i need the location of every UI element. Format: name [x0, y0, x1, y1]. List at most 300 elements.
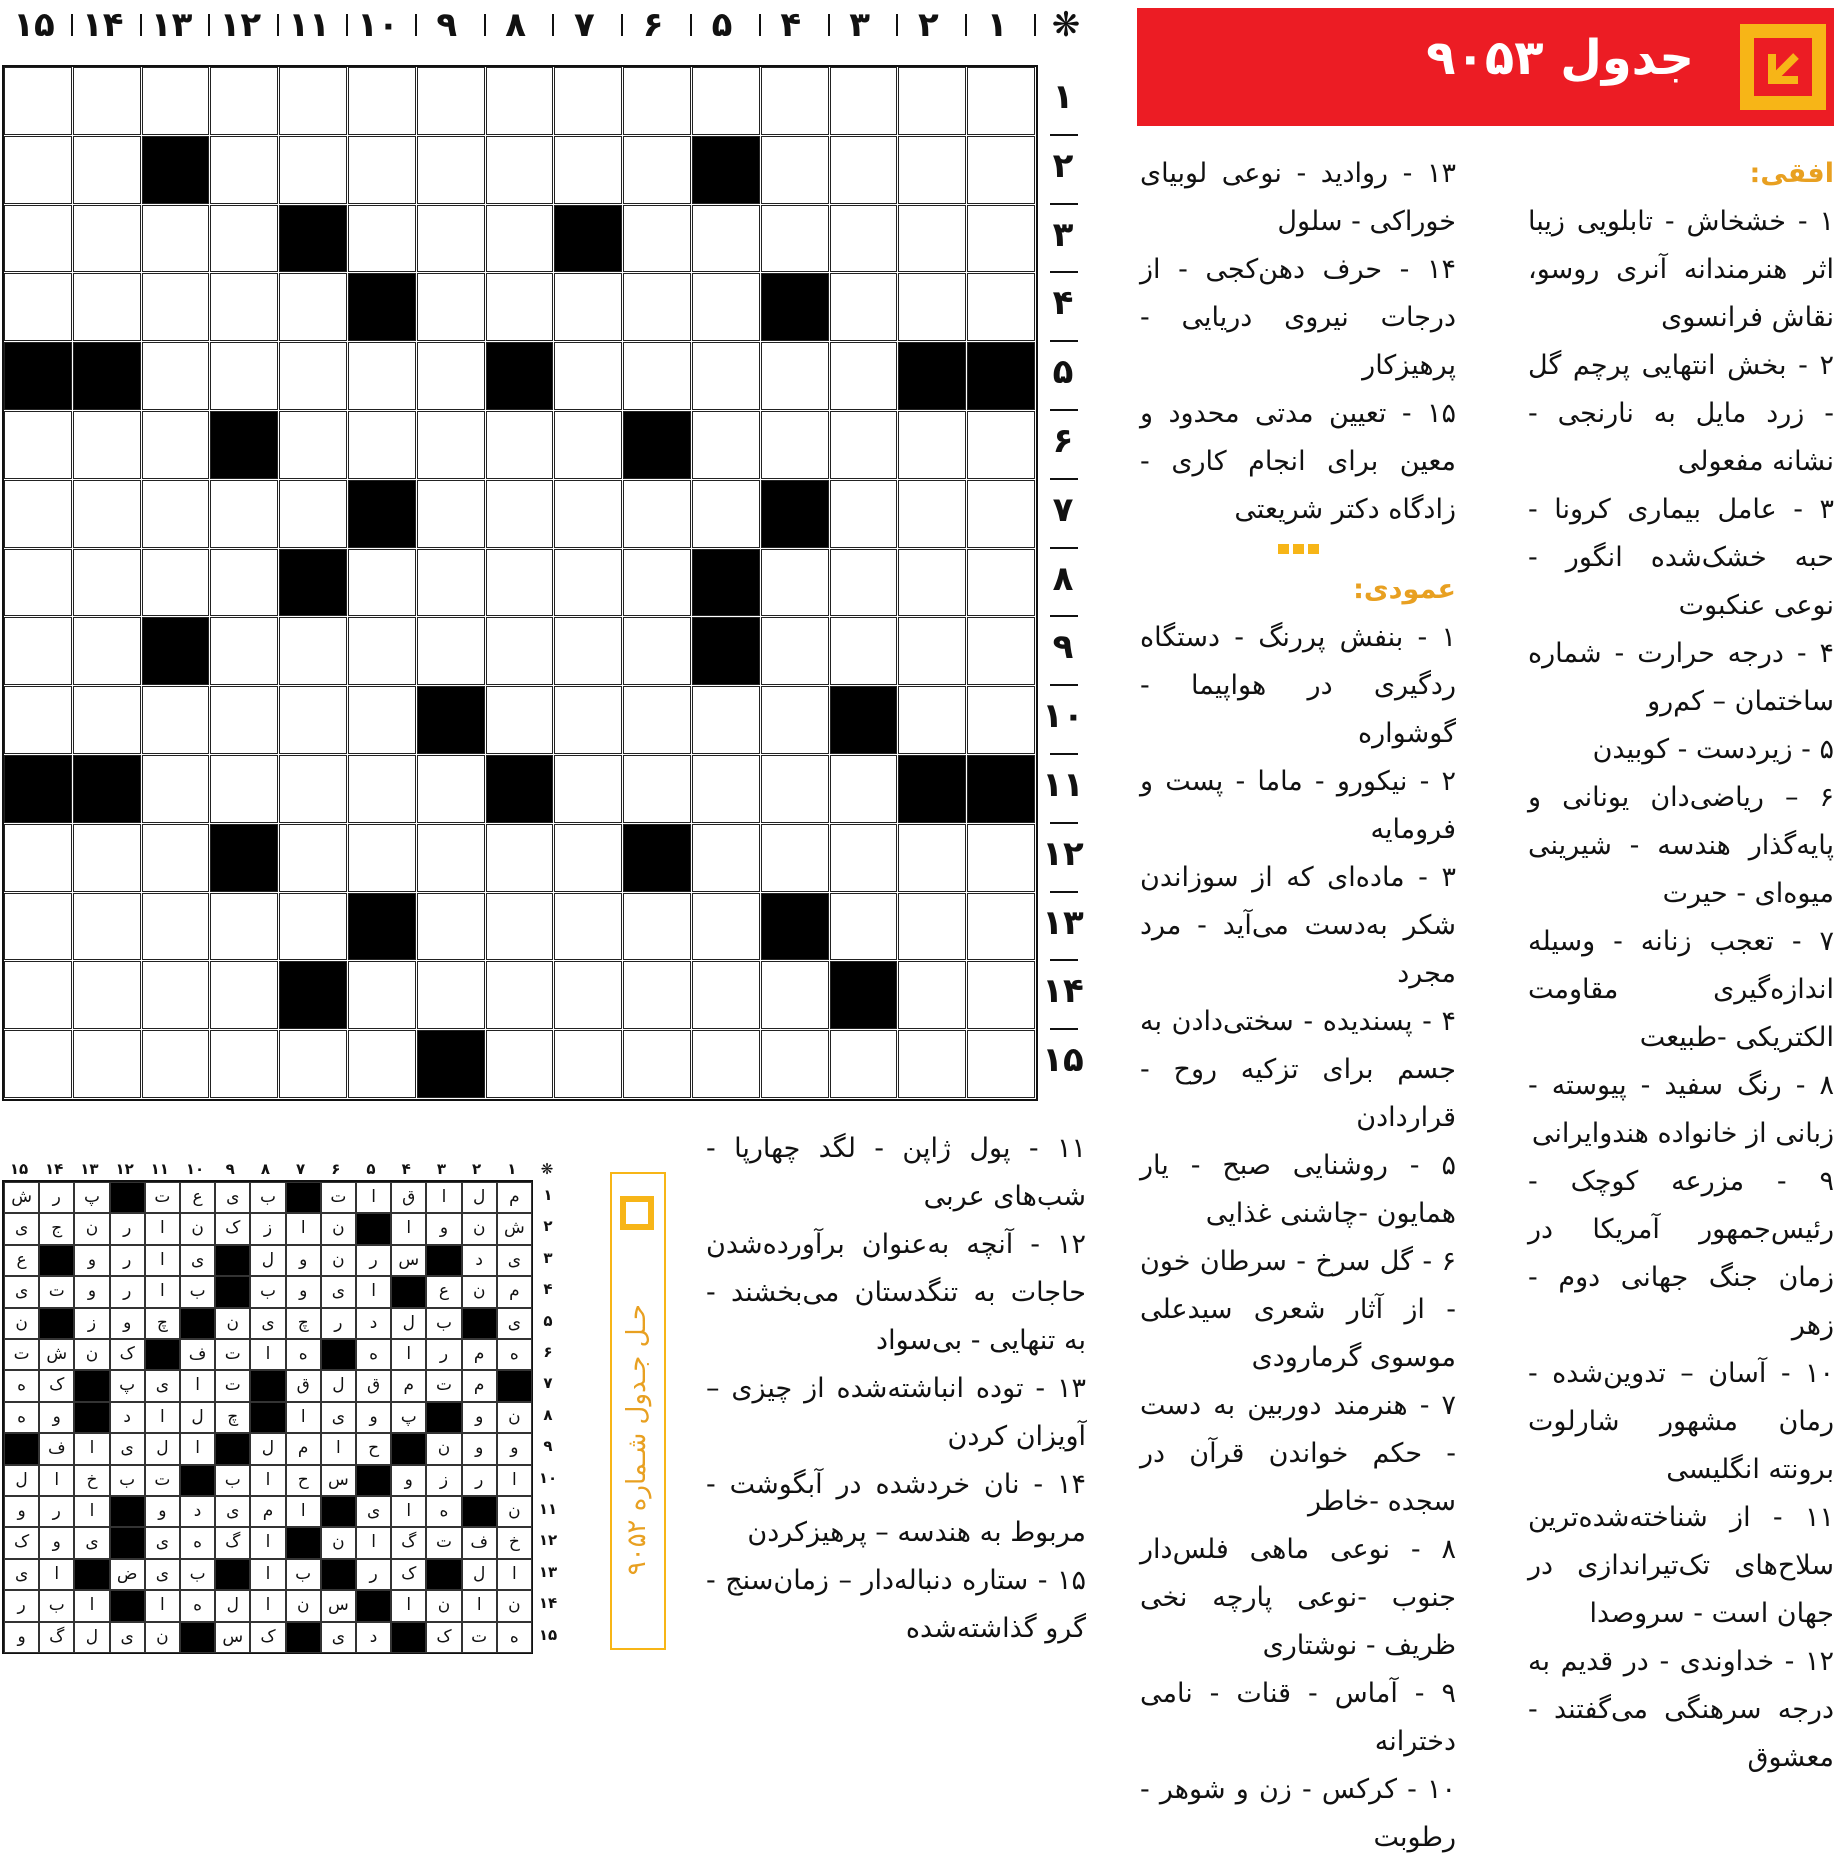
grid-cell[interactable] — [830, 755, 898, 823]
grid-cell[interactable] — [417, 549, 485, 617]
solution-cell: ی — [74, 1527, 109, 1558]
solution-cell: ر — [426, 1339, 461, 1370]
solution-cell: ک — [110, 1339, 145, 1370]
grid-cell[interactable] — [623, 617, 691, 685]
grid-cell[interactable] — [898, 136, 966, 204]
horizontal-clues-column-right — [1528, 150, 1834, 1782]
grid-cell[interactable] — [692, 67, 760, 135]
grid-cell[interactable] — [73, 136, 141, 204]
column-divider — [415, 14, 417, 36]
solution-cell: ا — [426, 1182, 461, 1213]
grid-cell[interactable] — [554, 273, 622, 341]
grid-cell[interactable] — [486, 893, 554, 961]
solution-cell: ل — [215, 1590, 250, 1621]
grid-cell[interactable] — [210, 136, 278, 204]
grid-cell[interactable] — [279, 480, 347, 548]
solution-cell: ی — [4, 1559, 39, 1590]
grid-cell[interactable] — [554, 136, 622, 204]
grid-cell[interactable] — [4, 205, 72, 273]
grid-cell[interactable] — [417, 961, 485, 1029]
solution-cell: م — [286, 1433, 321, 1464]
grid-cell[interactable] — [761, 205, 829, 273]
grid-cell[interactable] — [554, 893, 622, 961]
grid-cell[interactable] — [967, 136, 1035, 204]
grid-cell[interactable] — [73, 686, 141, 754]
grid-cell[interactable] — [73, 617, 141, 685]
grid-cell[interactable] — [486, 67, 554, 135]
black-cell — [830, 961, 898, 1029]
solution-cell: ر — [39, 1182, 74, 1213]
solution-cell: ا — [286, 1402, 321, 1433]
grid-cell[interactable] — [830, 411, 898, 479]
grid-cell[interactable] — [73, 549, 141, 617]
solution-cell: ت — [145, 1182, 180, 1213]
solution-cell: ر — [110, 1276, 145, 1307]
grid-cell[interactable] — [898, 1030, 966, 1098]
solution-cell: و — [462, 1433, 497, 1464]
solution-cell: ا — [145, 1590, 180, 1621]
grid-cell[interactable] — [142, 411, 210, 479]
grid-cell[interactable] — [692, 755, 760, 823]
solution-row-number: ۱ — [543, 1186, 553, 1204]
row-divider — [1050, 409, 1078, 411]
grid-cell[interactable] — [279, 67, 347, 135]
grid-cell[interactable] — [898, 824, 966, 892]
grid-cell[interactable] — [692, 480, 760, 548]
solution-label-box — [610, 1172, 666, 1650]
solution-cell: ب — [180, 1276, 215, 1307]
grid-cell[interactable] — [554, 824, 622, 892]
solution-cell: ا — [250, 1339, 285, 1370]
solution-cell: ا — [180, 1433, 215, 1464]
grid-cell[interactable] — [73, 824, 141, 892]
grid-cell[interactable] — [73, 205, 141, 273]
solution-cell: ا — [180, 1370, 215, 1401]
solution-cell: س — [391, 1245, 426, 1276]
grid-cell[interactable] — [967, 617, 1035, 685]
solution-cell: ی — [145, 1370, 180, 1401]
solution-cell: ی — [180, 1245, 215, 1276]
grid-cell[interactable] — [967, 549, 1035, 617]
grid-cell[interactable] — [967, 893, 1035, 961]
solution-cell: ا — [74, 1590, 109, 1621]
grid-cell[interactable] — [554, 67, 622, 135]
grid-cell[interactable] — [830, 617, 898, 685]
row-divider — [1050, 203, 1078, 205]
solution-column-number: ۳ — [436, 1160, 446, 1178]
grid-cell[interactable] — [967, 411, 1035, 479]
grid-cell[interactable] — [486, 961, 554, 1029]
grid-cell[interactable] — [142, 755, 210, 823]
grid-cell[interactable] — [554, 686, 622, 754]
grid-cell[interactable] — [4, 549, 72, 617]
grid-cell[interactable] — [830, 893, 898, 961]
grid-cell[interactable] — [830, 205, 898, 273]
grid-cell[interactable] — [210, 273, 278, 341]
grid-cell[interactable] — [348, 342, 416, 410]
grid-cell[interactable] — [898, 686, 966, 754]
solution-cell: ع — [180, 1182, 215, 1213]
grid-cell[interactable] — [623, 136, 691, 204]
grid-cell[interactable] — [4, 1030, 72, 1098]
grid-cell[interactable] — [73, 1030, 141, 1098]
grid-cell[interactable] — [210, 961, 278, 1029]
grid-cell[interactable] — [554, 342, 622, 410]
grid-cell[interactable] — [830, 67, 898, 135]
grid-cell[interactable] — [761, 617, 829, 685]
grid-cell[interactable] — [417, 273, 485, 341]
grid-cell[interactable] — [761, 67, 829, 135]
grid-cell[interactable] — [486, 480, 554, 548]
grid-cell[interactable] — [692, 342, 760, 410]
grid-cell[interactable] — [486, 136, 554, 204]
grid-cell[interactable] — [554, 961, 622, 1029]
grid-cell[interactable] — [898, 617, 966, 685]
solution-cell: ن — [286, 1590, 321, 1621]
grid-cell[interactable] — [210, 893, 278, 961]
solution-cell: ا — [356, 1527, 391, 1558]
grid-cell[interactable] — [623, 961, 691, 1029]
grid-cell[interactable] — [898, 480, 966, 548]
column-number: ۲ — [918, 5, 939, 45]
solution-cell: ن — [321, 1245, 356, 1276]
grid-cell[interactable] — [898, 893, 966, 961]
grid-cell[interactable] — [210, 686, 278, 754]
grid-cell[interactable] — [348, 411, 416, 479]
solution-cell: ق — [391, 1182, 426, 1213]
grid-cell[interactable] — [761, 549, 829, 617]
grid-cell[interactable] — [967, 480, 1035, 548]
grid-cell[interactable] — [279, 411, 347, 479]
grid-cell[interactable] — [417, 480, 485, 548]
grid-cell[interactable] — [417, 755, 485, 823]
solution-cell: گ — [39, 1622, 74, 1653]
solution-cell: ه — [180, 1527, 215, 1558]
solution-row-number: ۸ — [543, 1405, 553, 1424]
vertical-clue: ۱۳ - توده انباشته‌شده از چیزی – آویزان کردن — [706, 1373, 1086, 1452]
row-number: ۵ — [1052, 352, 1074, 393]
grid-cell[interactable] — [554, 549, 622, 617]
grid-cell[interactable] — [4, 411, 72, 479]
grid-cell[interactable] — [210, 617, 278, 685]
solution-black-cell — [356, 1590, 391, 1621]
solution-cell: ر — [4, 1590, 39, 1621]
solution-cell: ی — [356, 1496, 391, 1527]
grid-cell[interactable] — [486, 549, 554, 617]
solution-cell: ف — [462, 1527, 497, 1558]
grid-cell[interactable] — [486, 824, 554, 892]
grid-cell[interactable] — [692, 1030, 760, 1098]
horizontal-clue: ۷ - تعجب زنانه - وسیله اندازه‌گیری مقاومت الکتریکی -طبیعت — [1528, 926, 1834, 1053]
grid-cell[interactable] — [142, 824, 210, 892]
solution-cell: ت — [39, 1276, 74, 1307]
grid-cell[interactable] — [210, 480, 278, 548]
grid-cell[interactable] — [761, 755, 829, 823]
grid-cell[interactable] — [142, 273, 210, 341]
grid-cell[interactable] — [4, 67, 72, 135]
grid-cell[interactable] — [898, 549, 966, 617]
row-divider — [1050, 753, 1078, 755]
grid-cell[interactable] — [279, 686, 347, 754]
solution-cell: ر — [39, 1496, 74, 1527]
black-cell — [898, 755, 966, 823]
grid-cell[interactable] — [761, 136, 829, 204]
grid-cell[interactable] — [692, 824, 760, 892]
grid-cell[interactable] — [554, 411, 622, 479]
grid-cell[interactable] — [554, 617, 622, 685]
grid-cell[interactable] — [4, 136, 72, 204]
grid-cell[interactable] — [761, 686, 829, 754]
grid-cell[interactable] — [210, 342, 278, 410]
grid-cell[interactable] — [417, 205, 485, 273]
grid-cell[interactable] — [830, 342, 898, 410]
solution-black-cell — [215, 1245, 250, 1276]
solution-cell: ر — [356, 1245, 391, 1276]
black-cell — [279, 205, 347, 273]
solution-row-number: ۱۱ — [538, 1500, 558, 1518]
grid-cell[interactable] — [967, 1030, 1035, 1098]
solution-cell: د — [356, 1308, 391, 1339]
grid-cell[interactable] — [623, 686, 691, 754]
solution-cell: ه — [497, 1622, 532, 1653]
grid-cell[interactable] — [348, 961, 416, 1029]
grid-cell[interactable] — [761, 342, 829, 410]
vertical-clue: ۴ - پسندیده - سختی‌دادن به جسم برای تزکیه روح - قراردادن — [1140, 1006, 1456, 1133]
black-cell — [417, 686, 485, 754]
grid-cell[interactable] — [73, 480, 141, 548]
grid-cell[interactable] — [967, 67, 1035, 135]
solution-black-cell — [180, 1308, 215, 1339]
grid-cell[interactable] — [4, 893, 72, 961]
grid-cell[interactable] — [417, 824, 485, 892]
grid-cell[interactable] — [348, 67, 416, 135]
solution-black-cell — [110, 1590, 145, 1621]
grid-cell[interactable] — [4, 686, 72, 754]
grid-cell[interactable] — [692, 411, 760, 479]
grid-cell[interactable] — [348, 549, 416, 617]
vertical-clue: ۲ - نیکورو - ماما - پست و فرومایه — [1140, 766, 1456, 845]
grid-cell[interactable] — [210, 755, 278, 823]
vertical-clue: ۱ - بنفش پررنگ - دستگاه ردگیری در هواپیما - گوشواره — [1140, 622, 1456, 749]
grid-cell[interactable] — [348, 617, 416, 685]
grid-cell[interactable] — [142, 205, 210, 273]
grid-cell[interactable] — [279, 342, 347, 410]
grid-cell[interactable] — [761, 824, 829, 892]
solution-cell: ا — [250, 1465, 285, 1496]
grid-cell[interactable] — [73, 961, 141, 1029]
grid-cell[interactable] — [279, 824, 347, 892]
grid-cell[interactable] — [761, 1030, 829, 1098]
grid-cell[interactable] — [417, 893, 485, 961]
grid-cell[interactable] — [692, 893, 760, 961]
grid-cell[interactable] — [830, 549, 898, 617]
solution-cell: و — [4, 1496, 39, 1527]
grid-cell[interactable] — [417, 342, 485, 410]
solution-cell: ت — [145, 1465, 180, 1496]
grid-cell[interactable] — [73, 893, 141, 961]
grid-cell[interactable] — [486, 1030, 554, 1098]
solution-cell: ت — [321, 1182, 356, 1213]
column-divider — [1034, 14, 1036, 36]
row-number: ۱۱ — [1042, 765, 1084, 805]
grid-cell[interactable] — [898, 67, 966, 135]
grid-cell[interactable] — [623, 1030, 691, 1098]
solution-cell: ت — [462, 1622, 497, 1653]
grid-cell[interactable] — [73, 411, 141, 479]
row-number: ۱ — [1052, 77, 1074, 117]
grid-cell[interactable] — [279, 136, 347, 204]
grid-cell[interactable] — [692, 205, 760, 273]
grid-cell[interactable] — [486, 205, 554, 273]
grid-cell[interactable] — [210, 549, 278, 617]
grid-cell[interactable] — [4, 961, 72, 1029]
grid-cell[interactable] — [348, 824, 416, 892]
row-divider — [1050, 822, 1078, 824]
grid-cell[interactable] — [761, 411, 829, 479]
grid-cell[interactable] — [623, 67, 691, 135]
grid-cell[interactable] — [623, 273, 691, 341]
grid-cell[interactable] — [486, 273, 554, 341]
grid-cell[interactable] — [348, 205, 416, 273]
grid-cell[interactable] — [4, 824, 72, 892]
grid-cell[interactable] — [279, 755, 347, 823]
grid-cell[interactable] — [830, 273, 898, 341]
grid-cell[interactable] — [142, 480, 210, 548]
solution-black-cell — [215, 1559, 250, 1590]
solution-cell: ف — [39, 1433, 74, 1464]
grid-cell[interactable] — [830, 480, 898, 548]
column-number: ۱ — [986, 5, 1008, 45]
solution-cell: خ — [74, 1465, 109, 1496]
grid-cell[interactable] — [967, 961, 1035, 1029]
grid-cell[interactable] — [4, 617, 72, 685]
grid-cell[interactable] — [210, 1030, 278, 1098]
solution-black-cell — [145, 1339, 180, 1370]
grid-cell[interactable] — [898, 273, 966, 341]
grid-cell[interactable] — [142, 1030, 210, 1098]
solution-column-number: ۹ — [225, 1160, 235, 1178]
column-number: ۱۳ — [150, 5, 193, 45]
solution-row-number: ۹ — [543, 1437, 553, 1456]
grid-cell[interactable] — [692, 273, 760, 341]
grid-cell[interactable] — [967, 824, 1035, 892]
column-number: ۱۱ — [288, 5, 330, 45]
solution-row-numbers — [532, 1180, 564, 1650]
grid-cell[interactable] — [142, 686, 210, 754]
grid-cell[interactable] — [210, 205, 278, 273]
grid-cell[interactable] — [348, 1030, 416, 1098]
grid-cell[interactable] — [486, 686, 554, 754]
black-cell — [486, 755, 554, 823]
grid-cell[interactable] — [417, 617, 485, 685]
grid-cell[interactable] — [210, 67, 278, 135]
grid-cell[interactable] — [4, 273, 72, 341]
grid-cell[interactable] — [623, 549, 691, 617]
grid-cell[interactable] — [898, 205, 966, 273]
grid-cell[interactable] — [967, 273, 1035, 341]
grid-cell[interactable] — [417, 67, 485, 135]
grid-cell[interactable] — [830, 1030, 898, 1098]
grid-cell[interactable] — [142, 893, 210, 961]
grid-cell[interactable] — [623, 893, 691, 961]
grid-cell[interactable] — [142, 961, 210, 1029]
grid-cell[interactable] — [967, 205, 1035, 273]
solution-cell: پ — [110, 1370, 145, 1401]
grid-cell[interactable] — [830, 824, 898, 892]
solution-cell: ا — [391, 1496, 426, 1527]
grid-cell[interactable] — [967, 686, 1035, 754]
grid-cell[interactable] — [348, 755, 416, 823]
grid-cell[interactable] — [417, 411, 485, 479]
grid-cell[interactable] — [761, 961, 829, 1029]
column-numbers — [0, 0, 1085, 50]
solution-cell: س — [215, 1622, 250, 1653]
grid-cell[interactable] — [623, 205, 691, 273]
grid-cell[interactable] — [486, 617, 554, 685]
grid-cell[interactable] — [692, 961, 760, 1029]
solution-cell: ی — [321, 1276, 356, 1307]
grid-cell[interactable] — [73, 67, 141, 135]
grid-cell[interactable] — [692, 686, 760, 754]
grid-cell[interactable] — [417, 136, 485, 204]
horizontal-clue: ۹ - مزرعه کوچک - رئیس‌جمهور آمریکا در زمان جنگ جهانی دوم - زهر — [1528, 1166, 1834, 1341]
grid-cell[interactable] — [898, 411, 966, 479]
row-number: ۹ — [1052, 627, 1074, 668]
grid-cell[interactable] — [348, 136, 416, 204]
grid-cell[interactable] — [348, 686, 416, 754]
solution-cell: م — [462, 1370, 497, 1401]
solution-cell: و — [462, 1402, 497, 1433]
grid-cell[interactable] — [73, 273, 141, 341]
vertical-clue: ۶ - گل سرخ - سرطان خون - از آثار شعری سیدعلی موسوی گرمارودی — [1140, 1246, 1456, 1373]
solution-cell: و — [286, 1276, 321, 1307]
grid-cell[interactable] — [554, 480, 622, 548]
solution-cell: ا — [74, 1496, 109, 1527]
solution-cell: و — [110, 1308, 145, 1339]
grid-cell[interactable] — [142, 342, 210, 410]
solution-cell: ش — [497, 1213, 532, 1244]
grid-cell[interactable] — [554, 1030, 622, 1098]
solution-row-number: ۲ — [543, 1217, 553, 1236]
grid-cell[interactable] — [142, 67, 210, 135]
row-number: ۱۳ — [1042, 902, 1084, 943]
grid-cell[interactable] — [279, 1030, 347, 1098]
grid-cell[interactable] — [554, 755, 622, 823]
solution-row-number: ۶ — [543, 1343, 553, 1361]
grid-cell[interactable] — [623, 342, 691, 410]
solution-black-cell — [4, 1433, 39, 1464]
grid-cell[interactable] — [279, 893, 347, 961]
horizontal-clue: ۱۱ - از شناخته‌شده‌ترین سلاح‌های تک‌تیراندازی در جهان است - سروصدا — [1528, 1502, 1834, 1629]
row-divider — [1050, 959, 1078, 961]
solution-cell: ا — [39, 1465, 74, 1496]
horizontal-clue: ۸ - رنگ سفید - پیوسته - زبانی از خانواده هندوایرانی — [1528, 1070, 1834, 1149]
grid-cell[interactable] — [279, 273, 347, 341]
grid-cell[interactable] — [486, 411, 554, 479]
grid-cell[interactable] — [4, 480, 72, 548]
column-number: ۱۵ — [13, 5, 55, 45]
solution-cell: ن — [74, 1213, 109, 1244]
grid-cell[interactable] — [623, 480, 691, 548]
solution-cell: ک — [250, 1622, 285, 1653]
grid-cell[interactable] — [830, 136, 898, 204]
grid-cell[interactable] — [142, 549, 210, 617]
grid-cell[interactable] — [623, 755, 691, 823]
solution-cell: ن — [180, 1213, 215, 1244]
grid-cell[interactable] — [279, 617, 347, 685]
grid-cell[interactable] — [898, 961, 966, 1029]
solution-cell: ی — [4, 1213, 39, 1244]
